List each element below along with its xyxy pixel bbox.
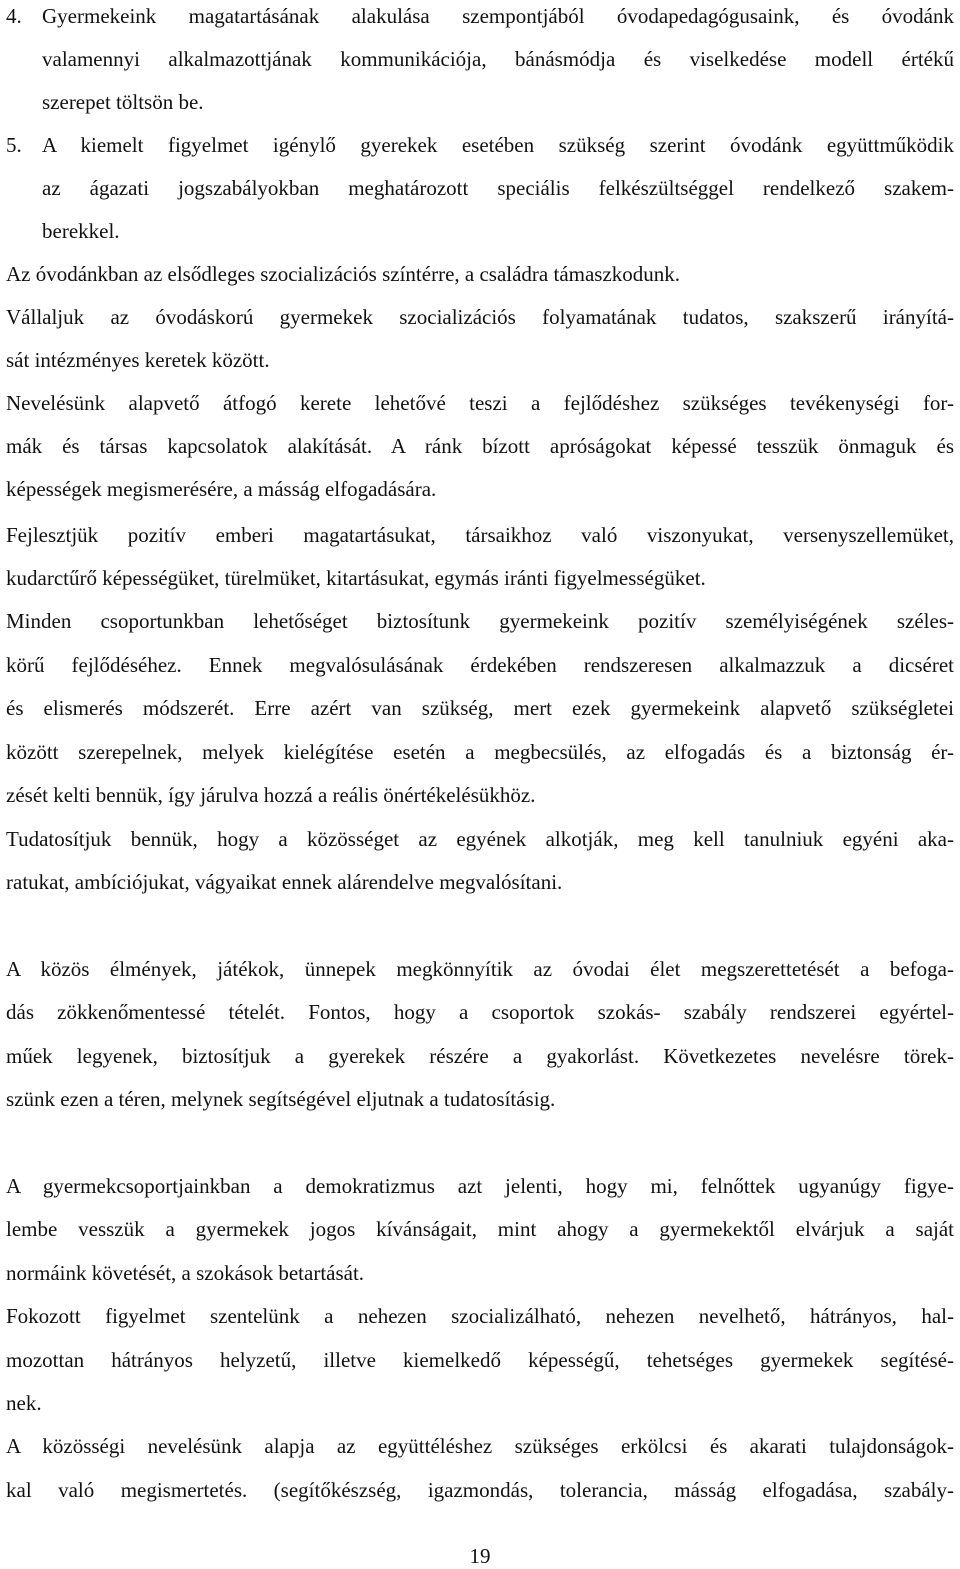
text-line: között szerepelnek, melyek kielégítése esetén a megbecsülés, az elfogadás és a biztonság ér- [6,740,954,764]
text-line: lembe vesszük a gyermekek jogos kívánságait, mint ahogy a gyermekektől elvárjuk a saját [6,1217,954,1241]
text-line: Tudatosítjuk bennük, hogy a közösséget az egyének alkotják, meg kell tanulniuk egyéni aka- [6,827,954,851]
text-line: és elismerés módszerét. Erre azért van szükség, mert ezek gyermekeink alapvető szükségletei [6,696,954,720]
text-line: körű fejlődéséhez. Ennek megvalósulásának érdekében rendszeresen alkalmazzuk a dicséret [6,653,954,677]
text-line: Fejlesztjük pozitív emberi magatartásukat, társaikhoz való viszonyukat, versenyszellemüket, [6,523,954,547]
text-line: Gyermekeink magatartásának alakulása szempontjából óvodapedagógusaink, és óvodánk [42,4,954,28]
page-number: 19 [469,1544,491,1568]
text-line: képességek megismerésére, a másság elfogadására. [6,477,437,501]
text-line: A kiemelt figyelmet igénylő gyerekek esetében szükség szerint óvodánk együttműködik [42,133,954,157]
list-number: 4. [6,4,22,28]
text-line: Minden csoportunkban lehetőséget biztosítunk gyermekeink pozitív személyiségének széles- [6,609,954,633]
text-line: berekkel. [42,219,120,243]
text-line: Vállaljuk az óvodáskorú gyermekek szocializációs folyamatának tudatos, szakszerű irányítá- [6,305,954,329]
text-line: valamennyi alkalmazottjának kommunikációja, bánásmódja és viselkedése modell értékű [42,47,954,71]
text-line: Fokozott figyelmet szentelünk a nehezen szocializálható, nehezen nevelhető, hátrányos, hal- [6,1304,954,1328]
text-line: dás zökkenőmentessé tételét. Fontos, hogy a csoportok szokás- szabály rendszerei egyértel- [6,1000,954,1024]
text-line: műek legyenek, biztosítjuk a gyerekek részére a gyakorlást. Következetes nevelésre törek- [6,1044,954,1068]
text-line: szerepet töltsön be. [42,90,204,114]
text-line: A közösségi nevelésünk alapja az együttéléshez szükséges erkölcsi és akarati tulajdonságok- [6,1434,954,1458]
text-line: mák és társas kapcsolatok alakítását. A ránk bízott apróságokat képessé tesszük önmaguk és [6,434,954,458]
text-line: mozottan hátrányos helyzetű, illetve kiemelkedő képességű, tehetséges gyermekek segítésé- [6,1348,954,1372]
text-line: nek. [6,1391,42,1415]
text-line: zését kelti bennük, így járulva hozzá a reális önértékelésükhöz. [6,783,536,807]
text-line: ratukat, ambíciójukat, vágyaikat ennek alárendelve megvalósítani. [6,870,563,894]
text-line: sát intézményes keretek között. [6,348,270,372]
text-line: az ágazati jogszabályokban meghatározott speciális felkészültséggel rendelkező szakem- [42,176,954,200]
text-line: normáink követését, a szokások betartását. [6,1261,365,1285]
text-line: kudarctűrő képességüket, türelmüket, kitartásukat, egymás iránti figyelmességüket. [6,566,706,590]
list-number: 5. [6,133,22,157]
text-line: A gyermekcsoportjainkban a demokratizmus azt jelenti, hogy mi, felnőttek ugyanúgy figye- [6,1174,954,1198]
text-line: kal való megismertetés. (segítőkészség, igazmondás, tolerancia, másság elfogadása, szabály- [6,1478,954,1502]
text-line: Nevelésünk alapvető átfogó kerete lehetővé teszi a fejlődéshez szükséges tevékenységi for- [6,391,954,415]
text-line: szünk ezen a téren, melynek segítségével eljutnak a tudatosításig. [6,1087,556,1111]
text-line: Az óvodánkban az elsődleges szocializációs színtérre, a családra támaszkodunk. [6,262,681,286]
text-line: A közös élmények, játékok, ünnepek megkönnyítik az óvodai élet megszerettetését a befoga- [6,957,954,981]
